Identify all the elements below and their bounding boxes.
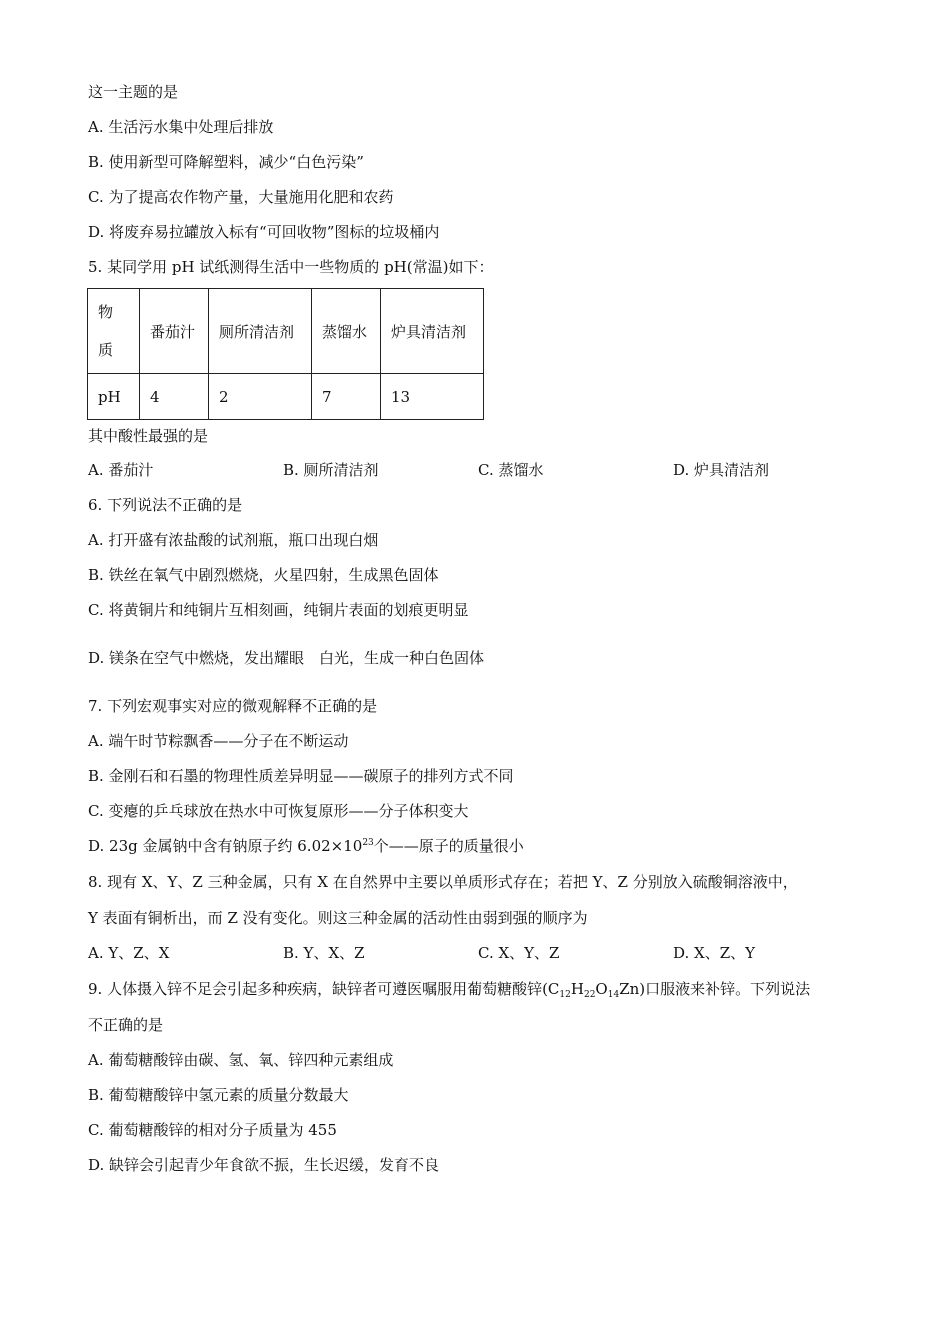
q8-stem-line2: Y 表面有铜析出，而 Z 没有变化。则这三种金属的活动性由弱到强的顺序为 bbox=[88, 909, 588, 927]
q9-option-b: B. 葡萄糖酸锌中氢元素的质量分数最大 bbox=[88, 1086, 349, 1104]
q9-option-a: A. 葡萄糖酸锌由碳、氢、氧、锌四种元素组成 bbox=[88, 1051, 394, 1069]
q5-option-d: D. 炉具清洁剂 bbox=[673, 461, 770, 479]
q6-option-d: D. 镁条在空气中燃烧，发出耀眼 白光，生成一种白色固体 bbox=[88, 649, 485, 667]
q9-h: H bbox=[570, 980, 584, 998]
q5-option-b: B. 厕所清洁剂 bbox=[283, 461, 379, 479]
q8-option-a: A. Y、Z、X bbox=[88, 944, 170, 962]
q9-o: O bbox=[595, 980, 608, 998]
q9-sub-o: 14 bbox=[607, 990, 620, 1000]
q4-option-a: A. 生活污水集中处理后排放 bbox=[88, 118, 274, 136]
substance-cell: 蒸馏水 bbox=[312, 289, 381, 374]
q4-option-b: B. 使用新型可降解塑料，减少“白色污染” bbox=[88, 153, 364, 171]
q4-option-c: C. 为了提高农作物产量，大量施用化肥和农药 bbox=[88, 188, 394, 206]
header-label-2: 质 bbox=[98, 341, 114, 359]
q5-question: 其中酸性最强的是 bbox=[88, 427, 209, 445]
q5-option-a: A. 番茄汁 bbox=[88, 461, 154, 479]
substance-cell: 炉具清洁剂 bbox=[381, 289, 484, 374]
q9-option-c: C. 葡萄糖酸锌的相对分子质量为 455 bbox=[88, 1121, 337, 1139]
table-row bbox=[88, 374, 484, 420]
q9-stem-line2: 不正确的是 bbox=[88, 1016, 164, 1034]
header-cell bbox=[88, 289, 140, 374]
ph-value-cell: 13 bbox=[381, 374, 484, 420]
q7-d-exponent: 23 bbox=[362, 838, 374, 848]
ph-value-cell: 7 bbox=[312, 374, 381, 420]
q6-option-c: C. 将黄铜片和纯铜片互相刻画，纯铜片表面的划痕更明显 bbox=[88, 601, 469, 619]
substance-cell: 番茄汁 bbox=[140, 289, 209, 374]
ph-table bbox=[87, 288, 484, 420]
q7-option-d bbox=[88, 836, 524, 856]
ph-value-cell: 2 bbox=[209, 374, 312, 420]
q4-stem-end: 这一主题的是 bbox=[88, 83, 179, 101]
q7-d-suffix: 个——原子的质量很小 bbox=[373, 837, 524, 855]
q9-sub-h: 22 bbox=[583, 990, 596, 1000]
q5-options bbox=[88, 460, 868, 480]
ph-label-cell: pH bbox=[88, 374, 140, 420]
table-row bbox=[88, 289, 484, 374]
q9-sub-c: 12 bbox=[559, 990, 571, 1000]
header-label-1: 物 bbox=[98, 303, 114, 321]
ph-value-cell: 4 bbox=[140, 374, 209, 420]
q5-option-c: C. 蒸馏水 bbox=[478, 461, 544, 479]
q7-option-a: A. 端午时节粽飘香——分子在不断运动 bbox=[88, 732, 349, 750]
q8-option-b: B. Y、X、Z bbox=[283, 944, 365, 962]
q7-option-c: C. 变瘪的乒乓球放在热水中可恢复原形——分子体积变大 bbox=[88, 802, 469, 820]
q6-option-b: B. 铁丝在氧气中剧烈燃烧，火星四射，生成黑色固体 bbox=[88, 566, 439, 584]
q7-option-b: B. 金刚石和石墨的物理性质差异明显——碳原子的排列方式不同 bbox=[88, 767, 514, 785]
q9-stem-prefix: 9. 人体摄入锌不足会引起多种疾病，缺锌者可遵医嘱服用葡萄糖酸锌(C bbox=[88, 980, 560, 998]
q8-option-c: C. X、Y、Z bbox=[478, 944, 560, 962]
q9-stem-line1 bbox=[88, 979, 810, 999]
q5-stem: 5. 某同学用 pH 试纸测得生活中一些物质的 pH(常温)如下： bbox=[88, 258, 494, 276]
q6-stem: 6. 下列说法不正确的是 bbox=[88, 496, 243, 514]
q8-option-d: D. X、Z、Y bbox=[673, 944, 756, 962]
q7-d-prefix: D. 23g 金属钠中含有钠原子约 6.02×10 bbox=[88, 837, 363, 855]
q6-option-a: A. 打开盛有浓盐酸的试剂瓶，瓶口出现白烟 bbox=[88, 531, 379, 549]
q8-options bbox=[88, 943, 868, 963]
q8-stem-line1: 8. 现有 X、Y、Z 三种金属，只有 X 在自然界中主要以单质形式存在；若把 Y、Z 分别放入硫酸铜溶液中， bbox=[88, 873, 798, 891]
q4-option-d: D. 将废弃易拉罐放入标有“可回收物”图标的垃圾桶内 bbox=[88, 223, 440, 241]
q9-option-d: D. 缺锌会引起青少年食欲不振，生长迟缓，发育不良 bbox=[88, 1156, 440, 1174]
q9-stem-suffix: Zn)口服液来补锌。下列说法 bbox=[619, 980, 811, 998]
substance-cell: 厕所清洁剂 bbox=[209, 289, 312, 374]
q7-stem: 7. 下列宏观事实对应的微观解释不正确的是 bbox=[88, 697, 378, 715]
